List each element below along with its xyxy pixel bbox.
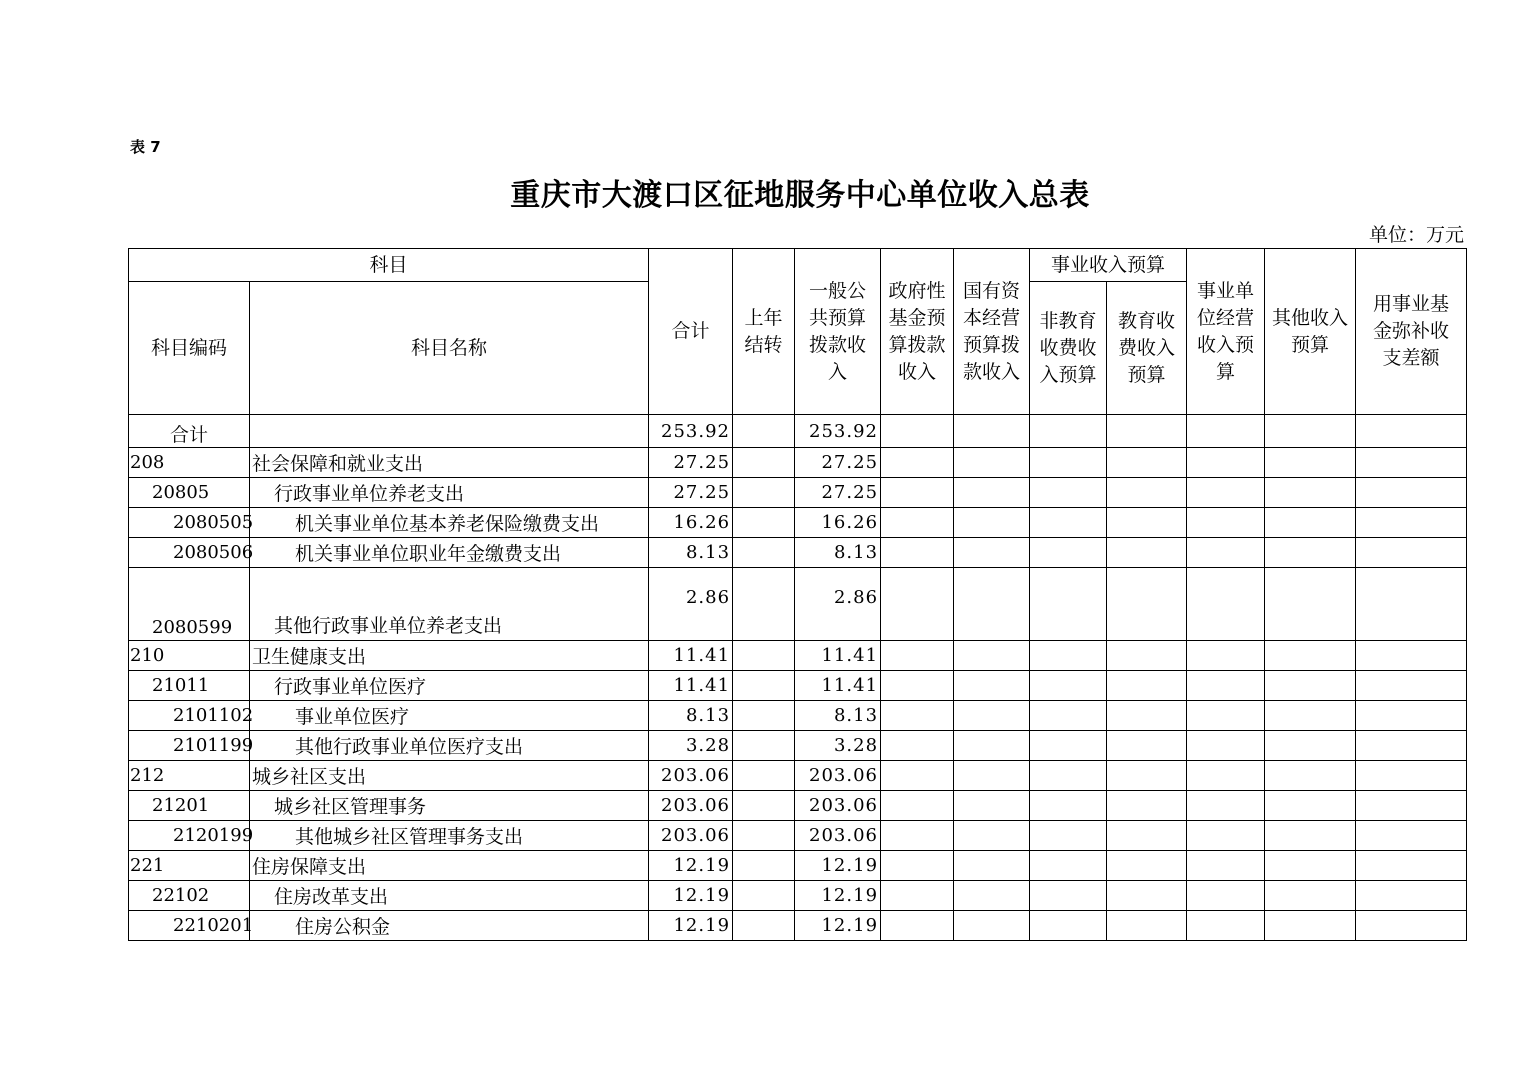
cell-empty	[1265, 761, 1356, 791]
cell-empty	[1187, 701, 1265, 731]
header-fund-cover: 用事业基 金弥补收 支差额	[1356, 249, 1467, 415]
cell-empty	[954, 478, 1030, 508]
row-general: 203.06	[795, 821, 881, 851]
table-row	[129, 731, 1467, 761]
row-name: 住房公积金	[250, 911, 649, 941]
row-code: 212	[129, 761, 250, 791]
row-code: 22102	[129, 881, 250, 911]
cell-empty	[1187, 881, 1265, 911]
cell-empty	[733, 851, 795, 881]
row-name: 机关事业单位基本养老保险缴费支出	[250, 508, 649, 538]
table-row	[129, 701, 1467, 731]
row-total: 27.25	[649, 478, 733, 508]
header-code: 科目编码	[129, 282, 250, 415]
row-code: 20805	[129, 478, 250, 508]
cell-empty	[1107, 568, 1187, 641]
table-row	[129, 641, 1467, 671]
cell-empty	[1107, 508, 1187, 538]
table-row	[129, 448, 1467, 478]
cell-empty	[1030, 761, 1107, 791]
row-code: 2210201	[129, 911, 250, 941]
cell-empty	[954, 641, 1030, 671]
cell-empty	[1030, 881, 1107, 911]
row-name: 事业单位医疗	[250, 701, 649, 731]
cell-empty	[1030, 791, 1107, 821]
row-general: 12.19	[795, 911, 881, 941]
row-total: 203.06	[649, 821, 733, 851]
cell-empty	[1187, 731, 1265, 761]
cell-empty	[881, 641, 954, 671]
cell-empty	[954, 508, 1030, 538]
cell-empty	[1187, 478, 1265, 508]
row-general: 203.06	[795, 761, 881, 791]
cell-empty	[1356, 538, 1467, 568]
cell-empty	[1265, 568, 1356, 641]
income-summary-table	[128, 248, 1467, 941]
header-gov-fund: 政府性 基金预 算拨款 收入	[881, 249, 954, 415]
cell-empty	[1030, 911, 1107, 941]
cell-empty	[1107, 731, 1187, 761]
row-name: 机关事业单位职业年金缴费支出	[250, 538, 649, 568]
header-subject: 科目	[129, 249, 649, 282]
table-row	[129, 671, 1467, 701]
cell-empty	[1265, 671, 1356, 701]
cell-empty	[1265, 851, 1356, 881]
cell-empty	[1265, 731, 1356, 761]
cell-empty	[1030, 538, 1107, 568]
row-code: 2080506	[129, 538, 250, 568]
cell-empty	[1187, 415, 1265, 448]
cell-empty	[733, 821, 795, 851]
row-name: 城乡社区支出	[250, 761, 649, 791]
header-non-edu: 非教育 收费收 入预算	[1030, 282, 1107, 415]
row-general: 3.28	[795, 731, 881, 761]
row-general: 16.26	[795, 508, 881, 538]
row-total: 8.13	[649, 701, 733, 731]
cell-empty	[881, 881, 954, 911]
cell-empty	[1265, 821, 1356, 851]
cell-empty	[733, 508, 795, 538]
row-total: 16.26	[649, 508, 733, 538]
row-code: 21201	[129, 791, 250, 821]
cell-empty	[733, 911, 795, 941]
cell-empty	[881, 791, 954, 821]
row-general: 8.13	[795, 701, 881, 731]
cell-empty	[1030, 851, 1107, 881]
row-general: 2.86	[795, 568, 881, 641]
document-title: 重庆市大渡口区征地服务中心单位收入总表	[510, 178, 1090, 213]
cell-empty	[250, 415, 649, 448]
cell-empty	[881, 821, 954, 851]
row-general: 27.25	[795, 448, 881, 478]
cell-empty	[954, 448, 1030, 478]
header-other: 其他收入 预算	[1265, 249, 1356, 415]
cell-empty	[1030, 731, 1107, 761]
cell-empty	[881, 761, 954, 791]
cell-empty	[1356, 671, 1467, 701]
cell-empty	[1187, 851, 1265, 881]
cell-empty	[1107, 671, 1187, 701]
row-name: 行政事业单位养老支出	[250, 478, 649, 508]
row-total: 2.86	[649, 568, 733, 641]
row-code: 2101199	[129, 731, 250, 761]
table-row	[129, 821, 1467, 851]
cell-empty	[1356, 508, 1467, 538]
row-name: 社会保障和就业支出	[250, 448, 649, 478]
row-general: 27.25	[795, 478, 881, 508]
cell-empty	[1265, 881, 1356, 911]
table-row	[129, 538, 1467, 568]
row-total: 12.19	[649, 911, 733, 941]
cell-empty	[954, 701, 1030, 731]
cell-empty	[881, 508, 954, 538]
header-total: 合计	[649, 249, 733, 415]
row-total: 8.13	[649, 538, 733, 568]
cell-empty	[881, 731, 954, 761]
total-label: 合计	[129, 415, 250, 448]
row-total: 27.25	[649, 448, 733, 478]
row-code: 2120199	[129, 821, 250, 851]
header-state-capital: 国有资 本经营 预算拨 款收入	[954, 249, 1030, 415]
cell-empty	[733, 448, 795, 478]
cell-empty	[1356, 911, 1467, 941]
cell-empty	[1030, 568, 1107, 641]
cell-empty	[954, 568, 1030, 641]
header-carryover: 上年 结转	[733, 249, 795, 415]
cell-empty	[1265, 508, 1356, 538]
table-row	[129, 508, 1467, 538]
cell-empty	[1107, 641, 1187, 671]
cell-empty	[1107, 415, 1187, 448]
cell-empty	[733, 415, 795, 448]
cell-empty	[1107, 701, 1187, 731]
cell-empty	[1265, 448, 1356, 478]
cell-empty	[1187, 538, 1265, 568]
cell-empty	[1030, 701, 1107, 731]
cell-empty	[1107, 791, 1187, 821]
cell-empty	[1356, 568, 1467, 641]
cell-empty	[954, 731, 1030, 761]
cell-empty	[1030, 641, 1107, 671]
row-code: 221	[129, 851, 250, 881]
cell-empty	[733, 731, 795, 761]
row-general: 12.19	[795, 881, 881, 911]
row-name: 卫生健康支出	[250, 641, 649, 671]
row-general: 203.06	[795, 791, 881, 821]
cell-empty	[1187, 508, 1265, 538]
row-code: 2080505	[129, 508, 250, 538]
cell-empty	[1187, 761, 1265, 791]
header-general-budget: 一般公 共预算 拨款收 入	[795, 249, 881, 415]
row-name: 其他城乡社区管理事务支出	[250, 821, 649, 851]
cell-empty	[954, 671, 1030, 701]
total-sum: 253.92	[649, 415, 733, 448]
cell-empty	[1187, 791, 1265, 821]
cell-empty	[733, 641, 795, 671]
row-name: 住房保障支出	[250, 851, 649, 881]
cell-empty	[1356, 701, 1467, 731]
row-general: 8.13	[795, 538, 881, 568]
row-name: 其他行政事业单位养老支出	[250, 568, 649, 641]
cell-empty	[1356, 731, 1467, 761]
row-name: 城乡社区管理事务	[250, 791, 649, 821]
cell-empty	[1187, 448, 1265, 478]
cell-empty	[1187, 911, 1265, 941]
table-row	[129, 761, 1467, 791]
cell-empty	[881, 568, 954, 641]
cell-empty	[733, 538, 795, 568]
row-general: 11.41	[795, 641, 881, 671]
cell-empty	[1265, 911, 1356, 941]
row-name: 住房改革支出	[250, 881, 649, 911]
cell-empty	[1107, 821, 1187, 851]
cell-empty	[733, 761, 795, 791]
cell-empty	[1356, 415, 1467, 448]
cell-empty	[1356, 761, 1467, 791]
cell-empty	[881, 415, 954, 448]
cell-empty	[1265, 478, 1356, 508]
cell-empty	[881, 671, 954, 701]
cell-empty	[1356, 641, 1467, 671]
cell-empty	[1356, 478, 1467, 508]
cell-empty	[1107, 911, 1187, 941]
row-total: 203.06	[649, 761, 733, 791]
cell-empty	[1265, 641, 1356, 671]
header-name: 科目名称	[250, 282, 649, 415]
row-code: 2101102	[129, 701, 250, 731]
cell-empty	[1356, 881, 1467, 911]
cell-empty	[1356, 851, 1467, 881]
cell-empty	[1030, 508, 1107, 538]
cell-empty	[733, 791, 795, 821]
cell-empty	[733, 671, 795, 701]
row-total: 3.28	[649, 731, 733, 761]
cell-empty	[1356, 448, 1467, 478]
cell-empty	[1030, 415, 1107, 448]
total-general: 253.92	[795, 415, 881, 448]
cell-empty	[1187, 821, 1265, 851]
cell-empty	[1265, 791, 1356, 821]
cell-empty	[881, 538, 954, 568]
cell-empty	[733, 881, 795, 911]
row-total: 12.19	[649, 881, 733, 911]
row-name: 其他行政事业单位医疗支出	[250, 731, 649, 761]
row-total: 203.06	[649, 791, 733, 821]
cell-empty	[1107, 448, 1187, 478]
row-code: 210	[129, 641, 250, 671]
row-name: 行政事业单位医疗	[250, 671, 649, 701]
cell-empty	[733, 701, 795, 731]
row-code: 208	[129, 448, 250, 478]
cell-empty	[954, 821, 1030, 851]
cell-empty	[1030, 478, 1107, 508]
cell-empty	[1030, 448, 1107, 478]
cell-empty	[954, 538, 1030, 568]
table-row	[129, 911, 1467, 941]
cell-empty	[954, 851, 1030, 881]
total-row	[129, 415, 1467, 448]
cell-empty	[1107, 538, 1187, 568]
table-row	[129, 851, 1467, 881]
cell-empty	[1107, 478, 1187, 508]
cell-empty	[881, 478, 954, 508]
table-row	[129, 881, 1467, 911]
cell-empty	[1187, 641, 1265, 671]
cell-empty	[954, 881, 1030, 911]
cell-empty	[733, 568, 795, 641]
cell-empty	[1356, 821, 1467, 851]
row-general: 12.19	[795, 851, 881, 881]
cell-empty	[1107, 881, 1187, 911]
cell-empty	[954, 415, 1030, 448]
cell-empty	[1356, 791, 1467, 821]
cell-empty	[1265, 415, 1356, 448]
row-total: 12.19	[649, 851, 733, 881]
cell-empty	[1107, 761, 1187, 791]
cell-empty	[881, 911, 954, 941]
unit-label: 单位：万元	[1368, 224, 1464, 246]
row-code: 21011	[129, 671, 250, 701]
table-row	[129, 478, 1467, 508]
cell-empty	[881, 851, 954, 881]
row-code: 2080599	[129, 568, 250, 641]
cell-empty	[954, 761, 1030, 791]
table-row	[129, 568, 1467, 641]
cell-empty	[1030, 671, 1107, 701]
table-number-label: 表 7	[130, 138, 161, 156]
cell-empty	[954, 911, 1030, 941]
cell-empty	[1030, 821, 1107, 851]
table-row	[129, 791, 1467, 821]
header-edu: 教育收 费收入 预算	[1107, 282, 1187, 415]
cell-empty	[733, 478, 795, 508]
row-total: 11.41	[649, 641, 733, 671]
cell-empty	[881, 448, 954, 478]
cell-empty	[954, 791, 1030, 821]
cell-empty	[1265, 701, 1356, 731]
cell-empty	[1187, 568, 1265, 641]
header-operating: 事业单 位经营 收入预 算	[1187, 249, 1265, 415]
cell-empty	[1187, 671, 1265, 701]
header-business-income: 事业收入预算	[1030, 249, 1187, 282]
cell-empty	[881, 701, 954, 731]
row-general: 11.41	[795, 671, 881, 701]
cell-empty	[1265, 538, 1356, 568]
row-total: 11.41	[649, 671, 733, 701]
cell-empty	[1107, 851, 1187, 881]
